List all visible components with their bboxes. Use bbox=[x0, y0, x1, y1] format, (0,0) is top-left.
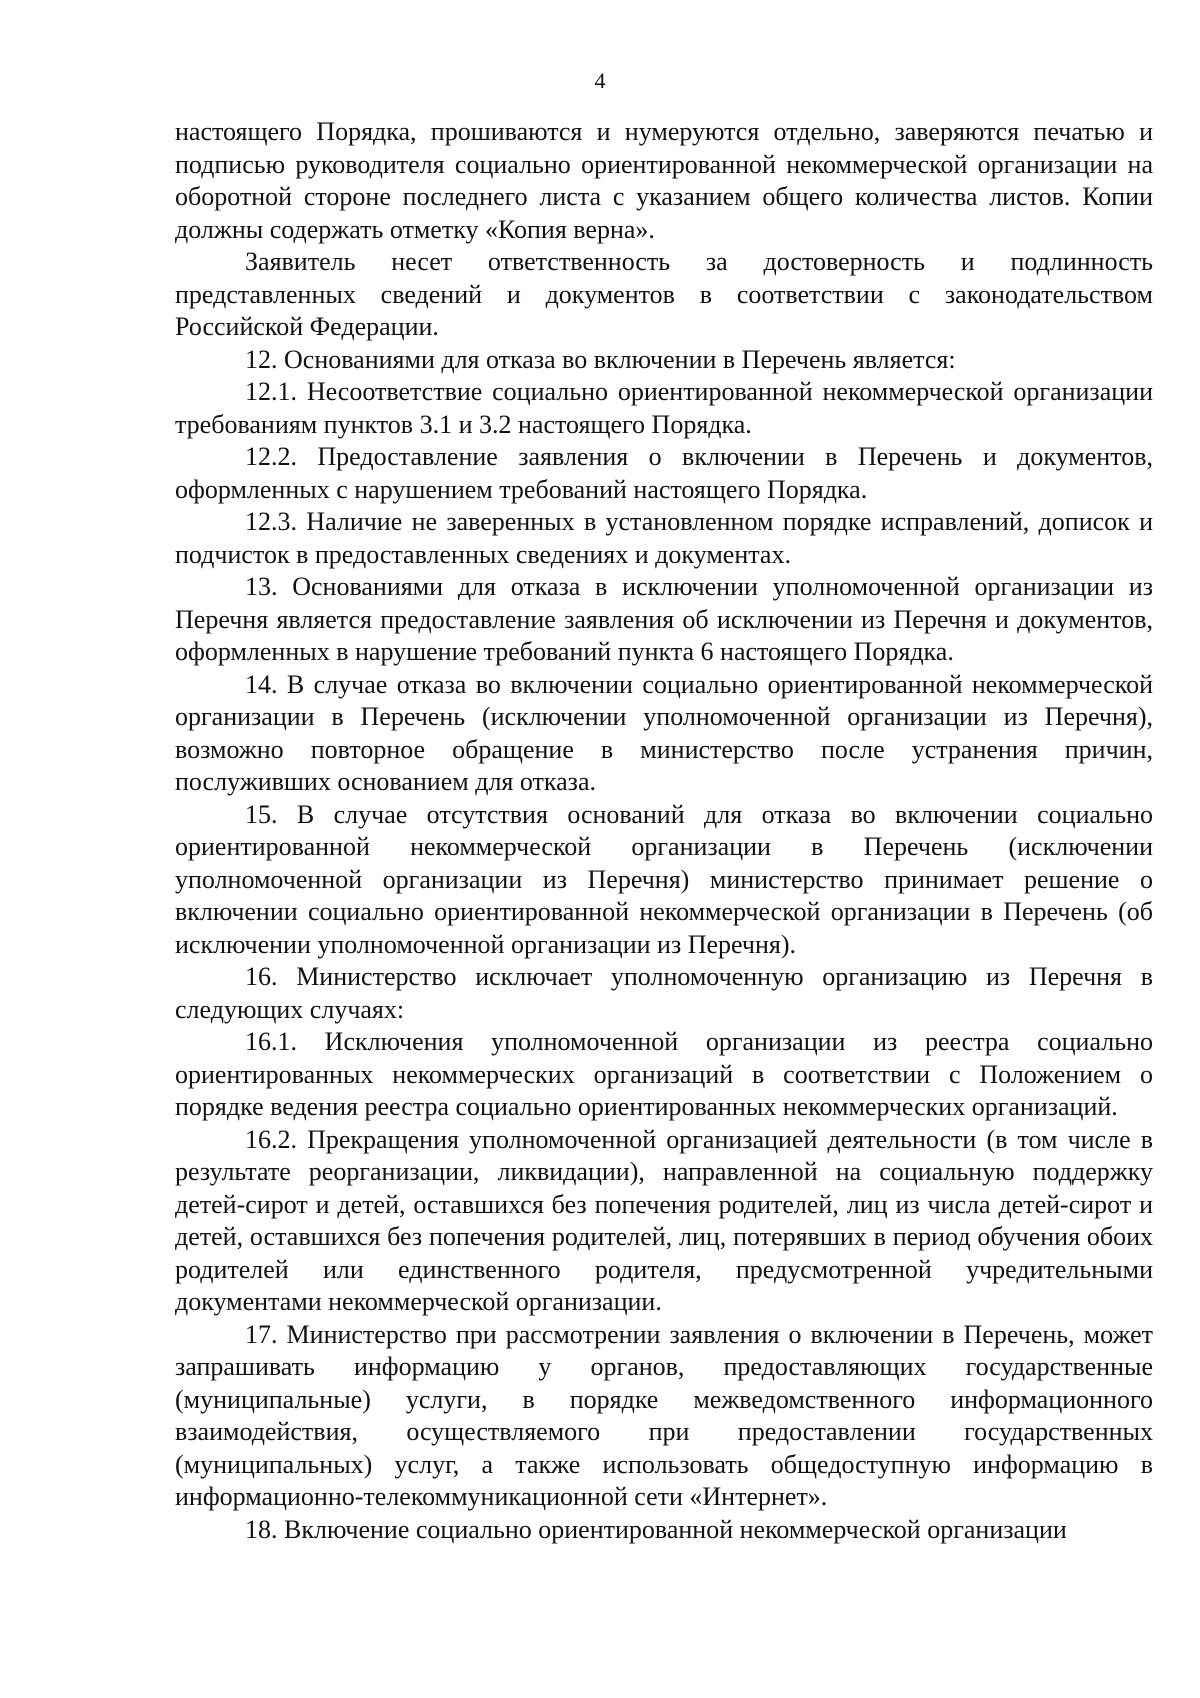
paragraph-16: 16. Министерство исключает уполномоченную организацию из Перечня в следующих случаях: bbox=[175, 962, 1153, 1024]
paragraph-continuation: настоящего Порядка, прошиваются и нумеруются отдельно, заверяются печатью и подписью руководителя социально ориентированной некоммерческой организации на оборотной стороне последнего листа с указанием общего количества листов. Копии должны содержать отметку «Копия верна». bbox=[175, 117, 1153, 244]
paragraph-13: 13. Основаниями для отказа в исключении уполномоченной организации из Перечня является предоставление заявления об исключении из Перечня и документов, оформленных в нарушение требований пункта 6 настоящего Порядка. bbox=[175, 572, 1153, 666]
paragraph-12-2: 12.2. Предоставление заявления о включении в Перечень и документов, оформленных с нарушением требований настоящего Порядка. bbox=[175, 442, 1153, 504]
paragraph-17: 17. Министерство при рассмотрении заявления о включении в Перечень, может запрашивать информацию у органов, предоставляющих государственные (муниципальные) услуги, в порядке межведомственного информационного взаимодействия, осуществляемого при предоставлении государственных (муниципальных) услуг, а также использовать общедоступную информацию в информационно-телекоммуникационной сети «Интернет». bbox=[175, 1319, 1153, 1511]
paragraph-16-1: 16.1. Исключения уполномоченной организации из реестра социально ориентированных некоммерческих организаций в соответствии с Положением о порядке ведения реестра социально ориентированных некоммерческих организаций. bbox=[175, 1027, 1153, 1121]
paragraph-applicant-responsibility: Заявитель несет ответственность за достоверность и подлинность представленных сведений и документов в соответствии с законодательством Российской Федерации. bbox=[175, 247, 1153, 341]
paragraph-12: 12. Основаниями для отказа во включении в Перечень является: bbox=[245, 344, 956, 374]
paragraph-18: 18. Включение социально ориентированной некоммерческой организации bbox=[245, 1514, 1067, 1544]
document-body bbox=[175, 116, 1153, 1546]
page-number: 4 bbox=[594, 68, 606, 93]
paragraph-14: 14. В случае отказа во включении социально ориентированной некоммерческой организации в Перечень (исключении уполномоченной организации из Перечня), возможно повторное обращение в министерство после устранения причин, послуживших основанием для отказа. bbox=[175, 669, 1153, 796]
paragraph-16-2: 16.2. Прекращения уполномоченной организацией деятельности (в том числе в результате реорганизации, ликвидации), направленной на социальную поддержку детей-сирот и детей, оставшихся без попечения родителей, лиц из числа детей-сирот и детей, оставшихся без попечения родителей, лиц, потерявших в период обучения обоих родителей или единственного родителя, предусмотренной учредительными документами некоммерческой организации. bbox=[175, 1124, 1153, 1316]
paragraph-12-1: 12.1. Несоответствие социально ориентированной некоммерческой организации требованиям пунктов 3.1 и 3.2 настоящего Порядка. bbox=[175, 377, 1153, 439]
paragraph-12-3: 12.3. Наличие не заверенных в установленном порядке исправлений, дописок и подчисток в предоставленных сведениях и документах. bbox=[175, 507, 1153, 569]
paragraph-15: 15. В случае отсутствия оснований для отказа во включении социально ориентированной некоммерческой организации в Перечень (исключении уполномоченной организации из Перечня) министерство принимает решение о включении социально ориентированной некоммерческой организации в Перечень (об исключении уполномоченной организации из Перечня). bbox=[175, 799, 1153, 959]
